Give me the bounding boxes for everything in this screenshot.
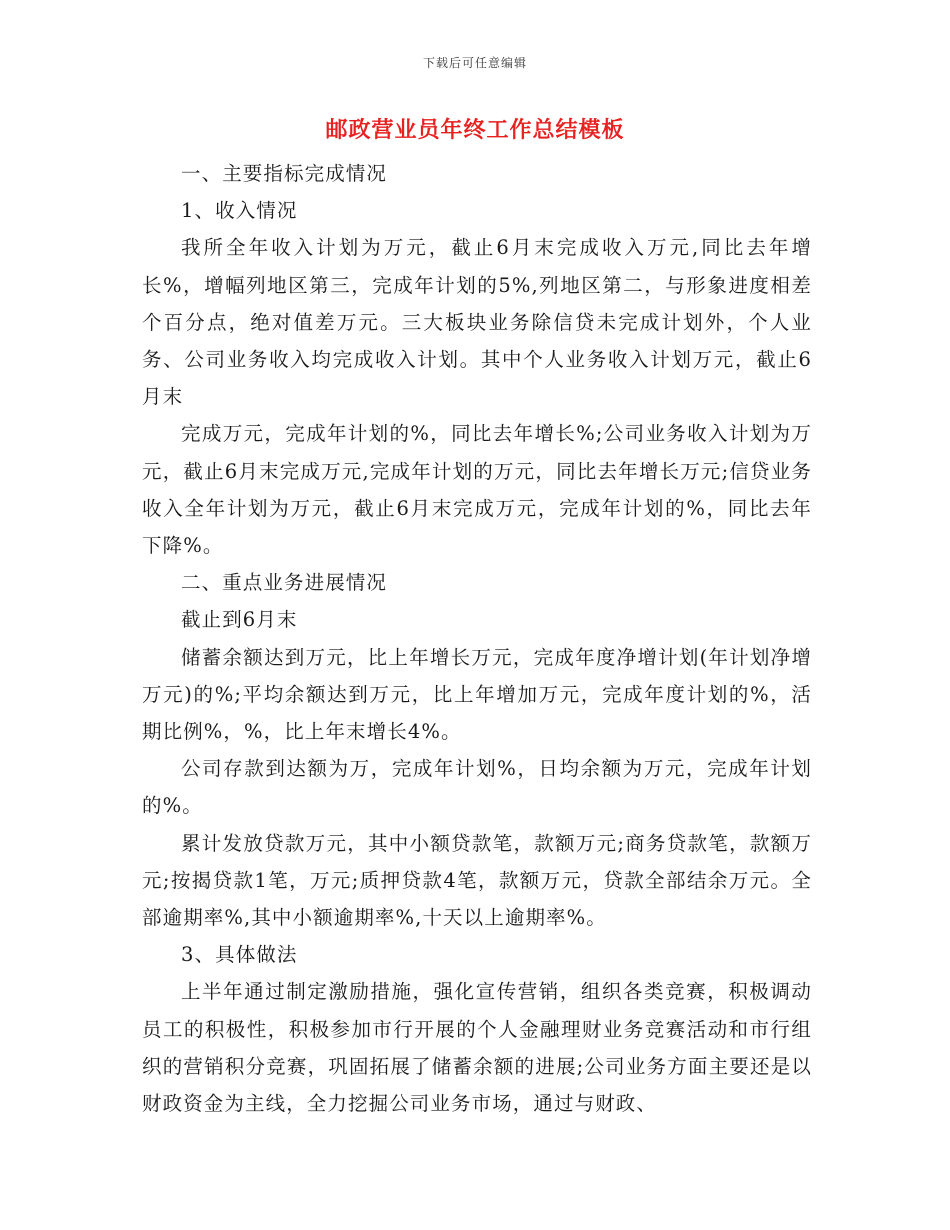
subsection-heading-methods: 3、具体做法 (181, 943, 298, 967)
paragraph-loans: 累计发放贷款万元，其中小额贷款笔，款额万元;商务贷款笔，款额万元;按揭贷款1笔，万元;质押贷款4笔，款额万元，贷款全部结余万元。全部逾期率%,其中小额逾期率%,十天以上逾期率%。 (142, 831, 812, 930)
section-heading-main-indicators: 一、主要指标完成情况 (181, 162, 388, 185)
subsection-heading-income: 1、收入情况 (181, 199, 298, 223)
document-body (142, 155, 812, 1122)
header-note: 下载后可任意编辑 (422, 56, 527, 70)
document-title: 邮政营业员年终工作总结模板 (325, 117, 625, 143)
paragraph-savings-balance: 储蓄余额达到万元，比上年增长万元，完成年度净增计划(年计划净增万元)的%;平均余额达到万元，比上年增加万元，完成年度计划的%，活期比例%，%，比上年末增长4%。 (142, 645, 812, 744)
paragraph-income-detail: 完成万元，完成年计划的%，同比去年增长%;公司业务收入计划为万元，截止6月末完成万元,完成年计划的万元，同比去年增长万元;信贷业务收入全年计划为万元，截止6月末完成万元，完成年计划的%，同比去年下降%。 (142, 422, 812, 558)
paragraph-as-of-june: 截止到6月末 (181, 608, 298, 632)
paragraph-income-overview: 我所全年收入计划为万元，截止6月末完成收入万元,同比去年增长%，增幅列地区第三，完成年计划的5%,列地区第二，与形象进度相差个百分点，绝对值差万元。三大板块业务除信贷未完成计划外，个人业务、公司业务收入均完成收入计划。其中个人业务收入计划万元，截止6月末 (142, 236, 812, 409)
paragraph-methods-detail: 上半年通过制定激励措施，强化宣传营销，组织各类竞赛，积极调动员工的积极性，积极参加市行开展的个人金融理财业务竞赛活动和市行组织的营销积分竞赛，巩固拓展了储蓄余额的进展;公司业务方面主要还是以财政资金为主线，全力挖掘公司业务市场，通过与财政、 (142, 980, 812, 1116)
section-heading-key-business: 二、重点业务进展情况 (181, 571, 388, 595)
paragraph-corporate-deposits: 公司存款到达额为万，完成年计划%，日均余额为万元，完成年计划的%。 (142, 757, 812, 818)
